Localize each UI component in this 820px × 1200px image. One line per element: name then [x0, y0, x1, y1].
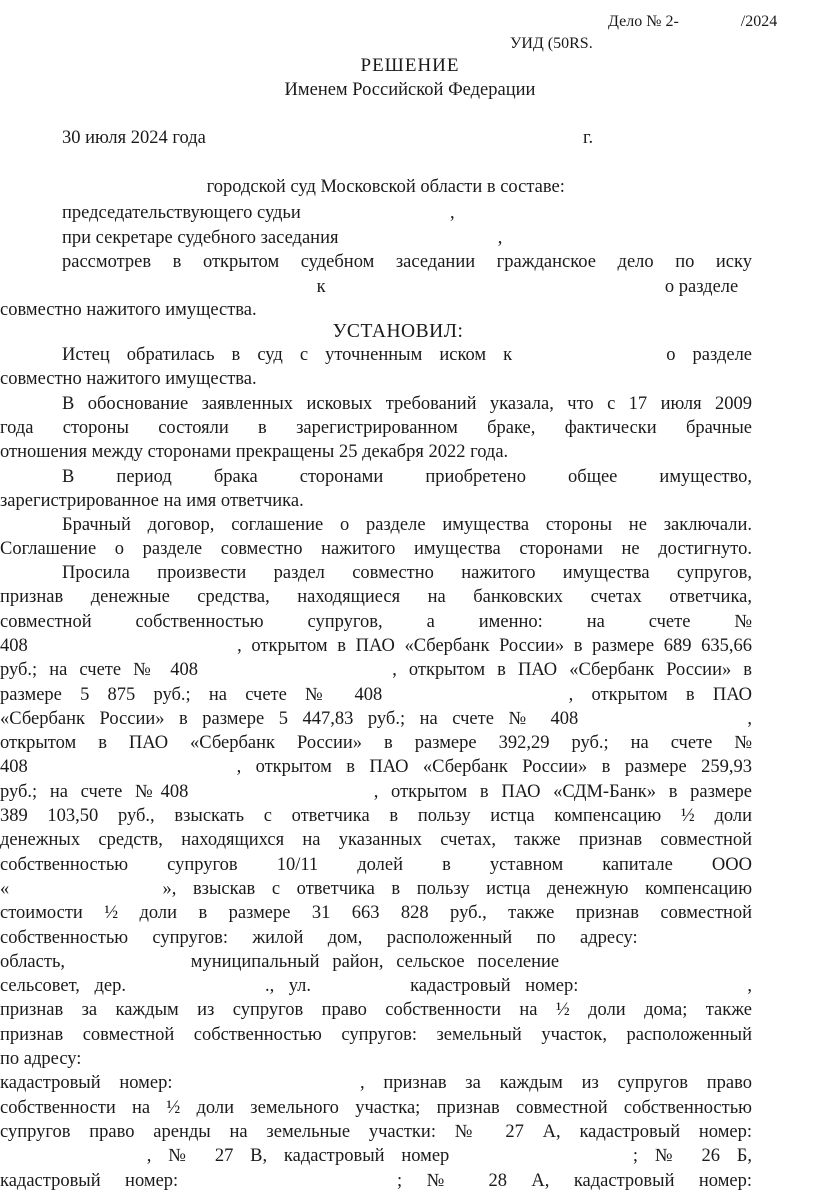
text-segment: городской суд Московской области в составе:: [206, 177, 565, 197]
redaction: [42, 762, 222, 772]
text-segment: , признав за каждым из супругов право: [359, 1073, 752, 1094]
text-segment: признав совместной собственностью супругов: земельный участок, расположенный: [0, 1024, 752, 1045]
redaction: [572, 957, 752, 967]
text-segment: ; № 26 Б,: [632, 1146, 752, 1167]
text-segment: совместно нажитого имущества.: [0, 369, 257, 389]
text-segment: собственностью супругов: жилой дом, расположенный по адресу:: [0, 927, 638, 948]
text-segment: 408: [0, 635, 28, 656]
text-segment: открытом в ПАО «Сбербанк России» в размере 392,29 руб.; на счете №: [0, 733, 752, 754]
text-line: [0, 901, 752, 925]
text-segment: признав за каждым из супругов право собственности на ½ доли дома; также: [0, 1000, 752, 1021]
text-segment: УСТАНОВИЛ:: [332, 321, 464, 342]
text-line: [0, 298, 752, 322]
text-line: [0, 731, 752, 755]
text-segment: отношения между сторонами прекращены 25 декабря 2022 года.: [0, 442, 509, 462]
text-line: [62, 561, 752, 585]
text-segment: кадастровый номер:: [0, 1073, 173, 1094]
redaction: [400, 690, 550, 700]
text-segment: ., ул.: [264, 976, 312, 997]
text-line: [0, 489, 752, 513]
document-subtitle: Именем Российской Федерации: [284, 80, 536, 100]
redaction: [0, 282, 312, 292]
text-segment: сельсовет, дер.: [0, 976, 126, 997]
text-segment: стоимости ½ доли в размере 31 663 828 руб., также признав совместной: [0, 903, 752, 924]
text-line: [0, 877, 752, 901]
text-line: [0, 1047, 752, 1071]
text-line: [0, 416, 752, 440]
text-line: [62, 343, 752, 367]
text-line: [0, 755, 752, 779]
text-line: [0, 658, 752, 682]
text-segment: руб.; на счете №408: [0, 781, 189, 802]
redaction: [37, 641, 227, 651]
text-line: [0, 367, 752, 391]
redaction: [593, 981, 733, 991]
text-line: [62, 250, 752, 274]
text-segment: В обоснование заявленных исковых требований указала, что с 17 июля 2009: [62, 394, 752, 414]
text-line: [0, 440, 752, 464]
text-segment: председательствующего судьи: [62, 203, 301, 223]
text-line: [0, 683, 752, 707]
case-number: [608, 10, 777, 34]
text-segment: совместной собственностью супругов, а именно: на счете №: [0, 611, 752, 632]
text-line: [62, 201, 752, 225]
text-segment: В период брака сторонами приобретено общее имущество,: [62, 467, 752, 487]
text-line: [62, 513, 752, 537]
text-segment: , открытом в ПАО «СДМ-Банк» в размере: [373, 781, 753, 802]
text-segment: собственностью супругов 10/11 долей в уставном капитале ООО: [0, 854, 752, 875]
text-segment: 408: [0, 757, 28, 778]
text-segment: Брачный договор, соглашение о разделе имущества стороны не заключали.: [62, 515, 752, 535]
text-line: [0, 537, 752, 561]
text-segment: по адресу:: [0, 1049, 82, 1069]
text-segment: руб.; на счете № 408: [0, 660, 199, 681]
text-line: [0, 926, 752, 950]
text-segment: область,: [0, 951, 66, 972]
text-line: [0, 950, 752, 974]
text-segment: кадастровый номер:: [0, 1170, 179, 1191]
redaction: [662, 933, 752, 943]
text-line: [62, 226, 752, 250]
text-line: [62, 465, 752, 489]
text-segment: ,: [450, 203, 455, 223]
redaction: [330, 282, 660, 292]
text-segment: зарегистрированное на имя ответчика.: [0, 491, 304, 511]
text-segment: «Сбербанк России» в размере 5 447,83 руб.; на счете № 408: [0, 708, 579, 729]
text-segment: «: [0, 878, 10, 899]
redaction: [210, 665, 380, 675]
text-line: [0, 780, 752, 804]
text-line: [0, 610, 752, 634]
text-line: [0, 998, 752, 1022]
text-segment: о разделе: [666, 345, 753, 365]
text-segment: к: [316, 277, 326, 297]
redaction: [140, 981, 250, 991]
text-line: [62, 392, 752, 416]
redaction: [529, 350, 649, 360]
text-segment: ,: [497, 228, 503, 248]
text-segment: денежных средств, находящихся на указанных счетах, также признав совместной: [0, 830, 752, 851]
document-title: РЕШЕНИЕ: [360, 55, 460, 76]
decision-date: 30 июля 2024 года: [62, 128, 206, 148]
text-line: [0, 853, 752, 877]
text-segment: ,: [747, 708, 753, 729]
redaction: [343, 233, 493, 243]
text-line: [0, 974, 752, 998]
text-line: [0, 585, 752, 609]
redaction: [191, 1078, 341, 1088]
text-segment: рассмотрев в открытом судебном заседании гражданское дело по иску: [62, 252, 752, 272]
redaction: [466, 1151, 616, 1161]
text-line: [0, 1120, 752, 1144]
case-number-prefix: Дело № 2-: [608, 13, 679, 30]
text-line: [0, 1071, 752, 1095]
text-segment: , открытом в ПАО: [568, 684, 752, 705]
text-segment: кадастровый номер:: [410, 976, 579, 997]
text-segment: супругов право аренды на земельные участки: № 27 А, кадастровый номер:: [0, 1121, 752, 1142]
text-segment: Соглашение о разделе совместно нажитого имущества сторонами не достигнуто.: [0, 539, 752, 559]
text-line: [0, 275, 752, 299]
redaction: [0, 1151, 130, 1161]
text-segment: о разделе: [664, 277, 739, 297]
text-segment: », взыскав с ответчика в пользу истца денежную компенсацию: [162, 878, 753, 899]
text-segment: , открытом в ПАО «Сбербанк России» в: [392, 660, 753, 681]
text-segment: Просила произвести раздел совместно нажитого имущества супругов,: [62, 563, 752, 583]
decision-city: г.: [583, 128, 594, 148]
text-line: [0, 1096, 752, 1120]
text-segment: , открытом в ПАО «Сбербанк России» в размере 689 635,66: [237, 635, 753, 656]
text-line: [62, 175, 752, 199]
text-segment: признав денежные средства, находящиеся на банковских счетах ответчика,: [0, 587, 752, 608]
uid-number: [510, 32, 593, 56]
text-segment: Истец обратилась в суд с уточненным иском к: [62, 345, 513, 365]
redaction: [326, 981, 396, 991]
text-line: [0, 634, 752, 658]
text-segment: муниципальный район, сельское поселение: [190, 951, 560, 972]
text-line: [0, 1169, 752, 1193]
text-segment: , № 27 В, кадастровый номер: [146, 1146, 450, 1167]
uid-label: УИД (50RS.: [510, 35, 593, 52]
redaction: [679, 16, 741, 26]
text-segment: ,: [747, 976, 752, 997]
redaction: [26, 884, 146, 894]
text-line: [0, 1023, 752, 1047]
redaction: [203, 1176, 373, 1186]
text-segment: ; № 28 А, кадастровый номер:: [397, 1170, 753, 1191]
text-segment: совместно нажитого имущества.: [0, 300, 257, 320]
redaction: [593, 714, 733, 724]
text-line: [0, 828, 752, 852]
text-segment: при секретаре судебного заседания: [62, 228, 339, 248]
text-segment: года стороны состояли в зарегистрированном браке, фактически брачные: [0, 418, 752, 438]
redaction: [305, 208, 445, 218]
text-segment: собственности на ½ доли земельного участка; признав совместной собственностью: [0, 1097, 752, 1118]
redaction: [201, 787, 361, 797]
text-segment: , открытом в ПАО «Сбербанк России» в размере 259,93: [236, 757, 752, 778]
redaction: [78, 957, 178, 967]
text-segment: 389 103,50 руб., взыскать с ответчика в пользу истца компенсацию ½ доли: [0, 806, 752, 826]
section-heading: [0, 320, 796, 344]
text-line: [0, 1144, 752, 1168]
text-line: [0, 707, 752, 731]
text-line: [0, 804, 752, 828]
case-number-suffix: /2024: [740, 13, 778, 30]
text-segment: размере 5 875 руб.; на счете № 408: [0, 684, 383, 705]
redaction: [62, 182, 202, 192]
